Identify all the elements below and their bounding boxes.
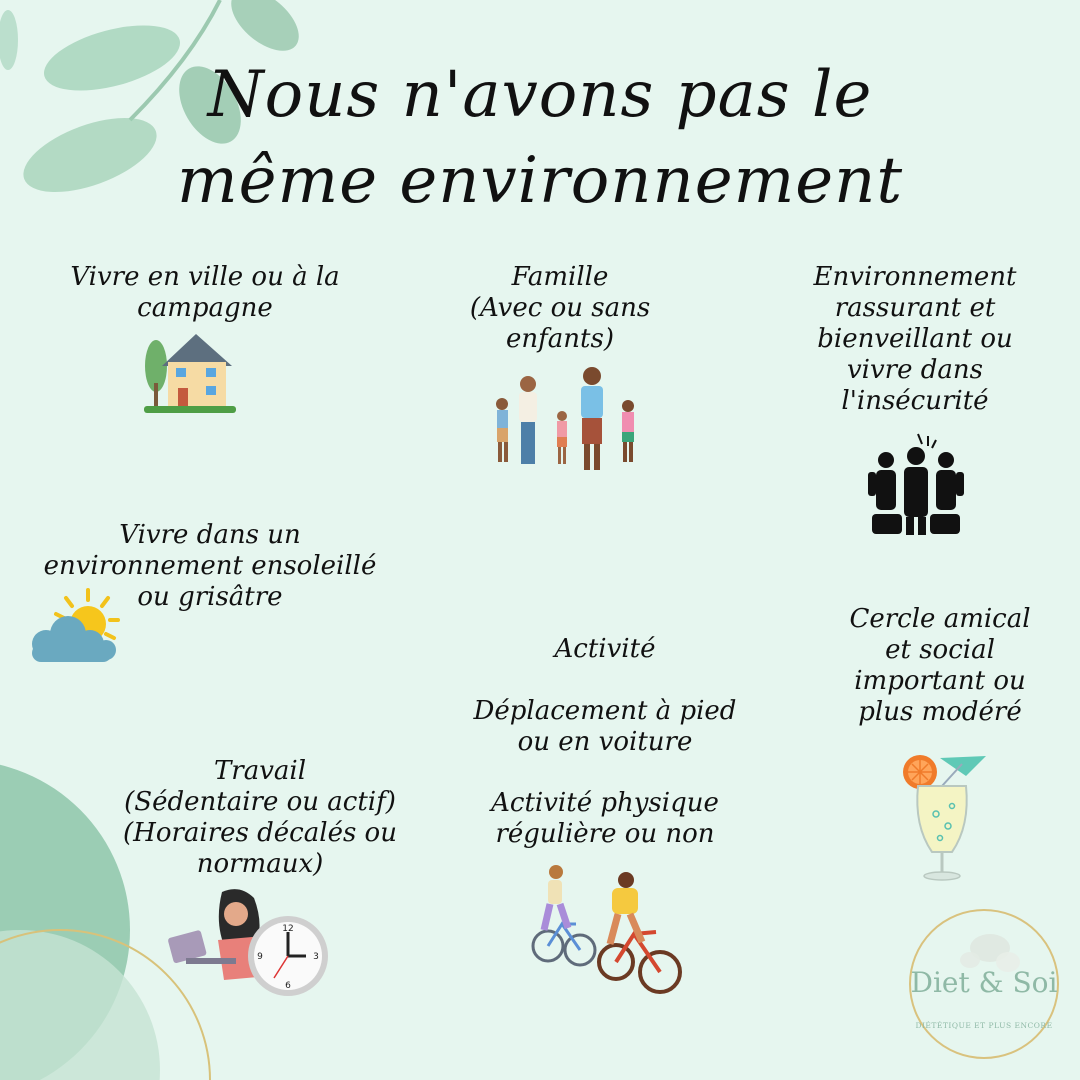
item-famille <box>440 262 680 355</box>
item-physique-line: régulière ou non <box>495 819 715 849</box>
item-cercle-line: Cercle amical <box>849 604 1031 634</box>
item-cercle <box>820 604 1060 728</box>
crowd-insecurity-icon <box>866 432 966 536</box>
title-line-1: Nous n'avons pas le <box>207 58 873 132</box>
sun-cloud-icon <box>26 586 130 670</box>
item-environnement-line: vivre dans <box>846 355 983 385</box>
svg-text:12: 12 <box>282 924 294 934</box>
item-cercle-line: plus modéré <box>858 697 1022 727</box>
diet-et-soi-logo <box>904 904 1064 1064</box>
cyclists-icon <box>530 862 682 1002</box>
item-soleil-line: Vivre dans un <box>119 520 301 550</box>
item-cercle-line: important ou <box>854 666 1026 696</box>
house-icon <box>140 328 240 418</box>
svg-text:3: 3 <box>313 952 319 962</box>
item-deplacement-line: Déplacement à pied <box>473 696 737 726</box>
item-activite <box>490 634 720 665</box>
item-ville <box>40 262 370 324</box>
logo-tagline: DIÉTÉTIQUE ET PLUS ENCORE <box>915 1021 1053 1030</box>
item-cercle-line: et social <box>885 635 995 665</box>
item-travail-line: (Sédentaire ou actif) <box>124 787 396 817</box>
logo-name: Diet & Soi <box>910 966 1058 999</box>
item-travail-line: normaux) <box>196 849 324 879</box>
family-icon <box>488 362 648 477</box>
svg-text:9: 9 <box>257 952 263 962</box>
item-famille-line: Famille <box>511 262 609 292</box>
item-soleil-line: environnement ensoleillé <box>43 551 377 581</box>
item-environnement-line: Environnement <box>813 262 1017 292</box>
cocktail-icon <box>896 746 992 886</box>
item-environnement-line: rassurant et <box>834 293 996 323</box>
item-ville-line: campagne <box>137 293 273 323</box>
svg-text:6: 6 <box>285 981 291 991</box>
item-physique-line: Activité physique <box>491 788 719 818</box>
item-soleil-line: ou grisâtre <box>137 582 283 612</box>
item-environnement-line: bienveillant ou <box>817 324 1013 354</box>
item-environnement-line: l'insécurité <box>841 386 989 416</box>
item-ville-line: Vivre en ville ou à la <box>70 262 340 292</box>
item-travail <box>100 756 420 880</box>
item-travail-line: Travail <box>213 756 307 786</box>
item-famille-line: enfants) <box>506 324 614 354</box>
item-deplacement <box>440 696 770 758</box>
page-title <box>0 52 1080 224</box>
item-environnement <box>790 262 1040 417</box>
item-travail-line: (Horaires décalés ou <box>123 818 397 848</box>
item-famille-line: (Avec ou sans <box>469 293 651 323</box>
title-line-2: même environnement <box>176 144 904 218</box>
woman-clock-icon <box>166 884 328 1002</box>
item-physique <box>460 788 750 850</box>
item-activite-line: Activité <box>554 634 656 664</box>
item-deplacement-line: ou en voiture <box>517 727 693 757</box>
